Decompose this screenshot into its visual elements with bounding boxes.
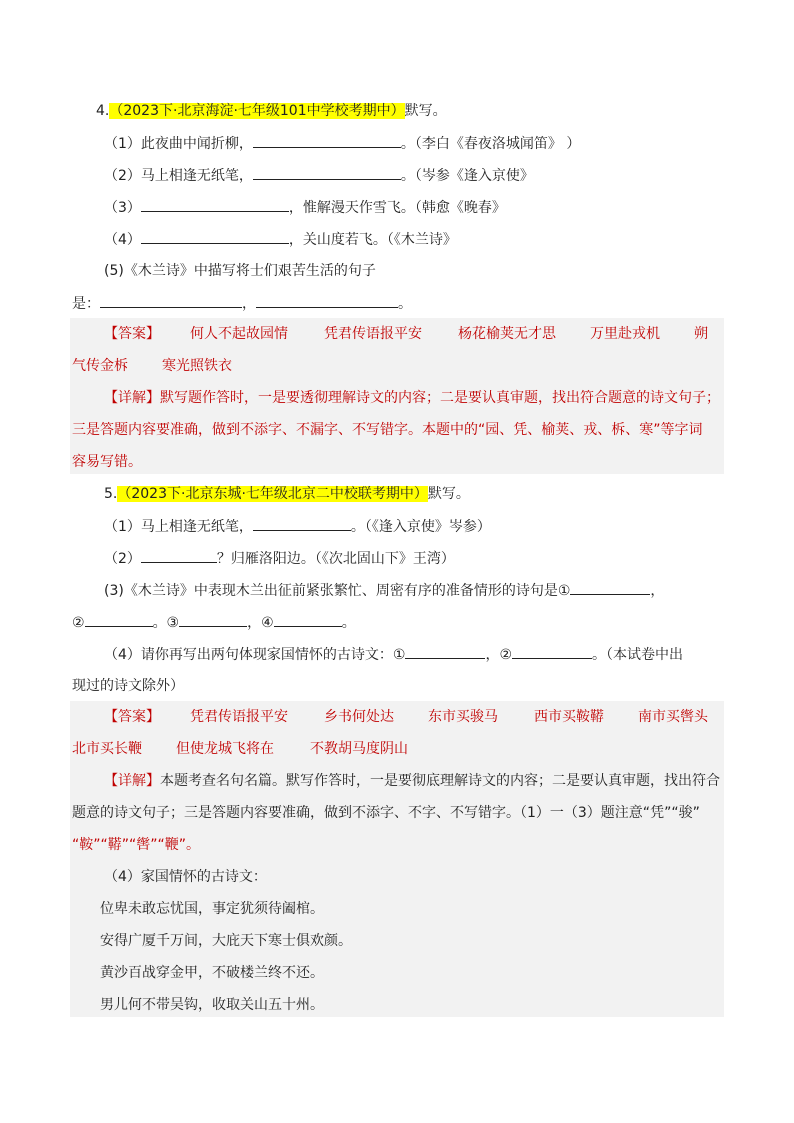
- item-text: ，: [650, 583, 665, 599]
- answer-blank[interactable]: [100, 293, 242, 308]
- question-source: （2023下·北京海淀·七年级101中学校考期中）: [109, 103, 405, 119]
- question-5-header: [104, 484, 470, 504]
- item-text: 此夜曲中闻折柳，: [140, 136, 253, 152]
- question-source: （2023下·北京东城·七年级北京二中校联考期中）: [117, 486, 428, 502]
- poem-line: 安得广厦千万间，大庇天下寒士俱欢颜。: [100, 933, 352, 949]
- item-number: （4）: [104, 232, 141, 248]
- q5-answer: 但使龙城飞将在: [176, 741, 274, 757]
- answer-blank[interactable]: [256, 293, 398, 308]
- q4-item-5-line2: [72, 293, 412, 314]
- answer-blank[interactable]: [253, 165, 401, 180]
- item-text: 马上相逢无纸笔，: [140, 519, 253, 535]
- q4-detail-line-2: 三是答题内容要准确，做到不添字、不漏字、不写错字。本题中的“园、凭、榆荚、戎、柝、寒”等字词: [72, 422, 703, 438]
- item-number: （3）: [104, 200, 141, 216]
- answer-blank[interactable]: [141, 548, 217, 563]
- item-text: (3)《木兰诗》中表现木兰出征前紧张繁忙、周密有序的准备情形的诗句是①: [104, 583, 571, 599]
- q5-answer: 南市买辔头: [638, 709, 708, 725]
- q4-item-4: [104, 229, 457, 250]
- q4-answer: 万里赴戎机: [590, 326, 660, 342]
- q5-item-3-line2: [72, 612, 356, 633]
- item-text: ②: [72, 615, 85, 631]
- answer-blank[interactable]: [512, 644, 592, 659]
- detail-text: 本题考查名句名篇。默写作答时，一是要彻底理解诗文的内容；二是要认真审题，找出符合: [160, 773, 720, 789]
- answer-blank[interactable]: [179, 612, 247, 627]
- q4-item-5-line1: (5)《木兰诗》中描写将士们艰苦生活的句子: [104, 263, 376, 279]
- answer-blank[interactable]: [274, 612, 342, 627]
- q5-answer: 北市买长鞭: [72, 741, 142, 757]
- answer-blank[interactable]: [570, 580, 650, 595]
- item-number: （1）: [104, 519, 141, 535]
- q4-answer: 寒光照铁衣: [162, 358, 232, 374]
- question-number: 4.: [96, 103, 110, 119]
- item-text: 。（本试卷中出: [592, 647, 684, 663]
- q5-item-3-line1: [104, 580, 664, 601]
- item-number: （2）: [104, 551, 141, 567]
- answer-blank[interactable]: [405, 644, 485, 659]
- item-text: 。（岑参《逢入京使》: [400, 168, 534, 184]
- q4-item-2: [104, 165, 534, 186]
- q5-detail-line-1: [104, 771, 720, 791]
- q5-answer: 不教胡马度阴山: [310, 741, 408, 757]
- answer-blank[interactable]: [141, 229, 289, 244]
- item-text: ，④: [247, 615, 274, 631]
- answer-blank[interactable]: [141, 197, 289, 212]
- answer-blank[interactable]: [253, 133, 401, 148]
- q5-answer-tag: 【答案】: [104, 709, 160, 725]
- item-text: 是：: [72, 296, 100, 312]
- item-text: ，关山度若飞。（《木兰诗》: [288, 232, 457, 248]
- item-text: 。（《逢入京使》岑参）: [350, 519, 491, 535]
- poem-line: 位卑未敢忘忧国，事定犹须待阖棺。: [100, 901, 324, 917]
- question-instruction: 默写。: [427, 486, 470, 502]
- q4-answer: 朔: [694, 326, 708, 342]
- q4-answer: 气传金柝: [72, 358, 128, 374]
- q5-answer: 西市买鞍鞯: [534, 709, 604, 725]
- item-text: 马上相逢无纸笔，: [140, 168, 253, 184]
- q4-answer: 凭君传语报平安: [324, 326, 422, 342]
- item-text: ，②: [485, 647, 513, 663]
- item-text: （4）请你再写出两句体现家国情怀的古诗文：①: [104, 647, 406, 663]
- q5-detail-line-3: “鞍”“鞯”“辔”“鞭”。: [72, 837, 201, 853]
- item-text: ？归雁洛阳边。（《次北固山下》王湾）: [216, 551, 455, 567]
- q5-answer: 东市买骏马: [428, 709, 498, 725]
- q4-item-1: [104, 133, 580, 154]
- item-text: 。（李白《春夜洛城闻笛》 ）: [400, 136, 581, 152]
- detail-tag: 【详解】: [104, 390, 160, 406]
- q4-answer-tag: 【答案】: [104, 326, 160, 342]
- item-text: 。③: [152, 615, 180, 631]
- item-text: ，: [242, 296, 256, 312]
- poem-line: 男儿何不带吴钩，收取关山五十州。: [100, 997, 324, 1013]
- item-text: 。: [341, 615, 356, 631]
- answer-blank[interactable]: [85, 612, 153, 627]
- question-4-header: [96, 101, 447, 121]
- item-number: （1）: [104, 136, 141, 152]
- q4-answer: 何人不起故园情: [190, 326, 288, 342]
- q5-answer: 凭君传语报平安: [190, 709, 288, 725]
- item-number: （2）: [104, 168, 141, 184]
- q5-detail-line-2: 题意的诗文句子；三是答题内容要准确，做到不添字、不字、不写错字。（1）一（3）题注意“凭”“骏”: [72, 805, 700, 821]
- item-text: 。: [398, 296, 412, 312]
- q5-item-1: [104, 516, 491, 537]
- q5-item-2: [104, 548, 455, 569]
- question-instruction: 默写。: [404, 103, 447, 119]
- q5-item-4-line2: 现过的诗文除外）: [72, 678, 184, 694]
- q4-answer: 杨花榆荚无才思: [458, 326, 556, 342]
- q5-sub4-title: （4）家国情怀的古诗文：: [104, 869, 267, 885]
- detail-text: 默写题作答时，一是要透彻理解诗文的内容；二是要认真审题，找出符合题意的诗文句子；: [160, 390, 720, 406]
- q4-item-3: [104, 197, 506, 218]
- q4-detail-line-3: 容易写错。: [72, 454, 142, 470]
- item-text: ，惟解漫天作雪飞。（韩愈《晚春》: [288, 200, 506, 216]
- poem-line: 黄沙百战穿金甲，不破楼兰终不还。: [100, 965, 324, 981]
- detail-tag: 【详解】: [104, 773, 160, 789]
- answer-blank[interactable]: [253, 516, 351, 531]
- q5-item-4-line1: [104, 644, 683, 665]
- q5-answer: 乡书何处达: [324, 709, 394, 725]
- q4-detail-line-1: [104, 388, 720, 408]
- question-number: 5.: [104, 486, 118, 502]
